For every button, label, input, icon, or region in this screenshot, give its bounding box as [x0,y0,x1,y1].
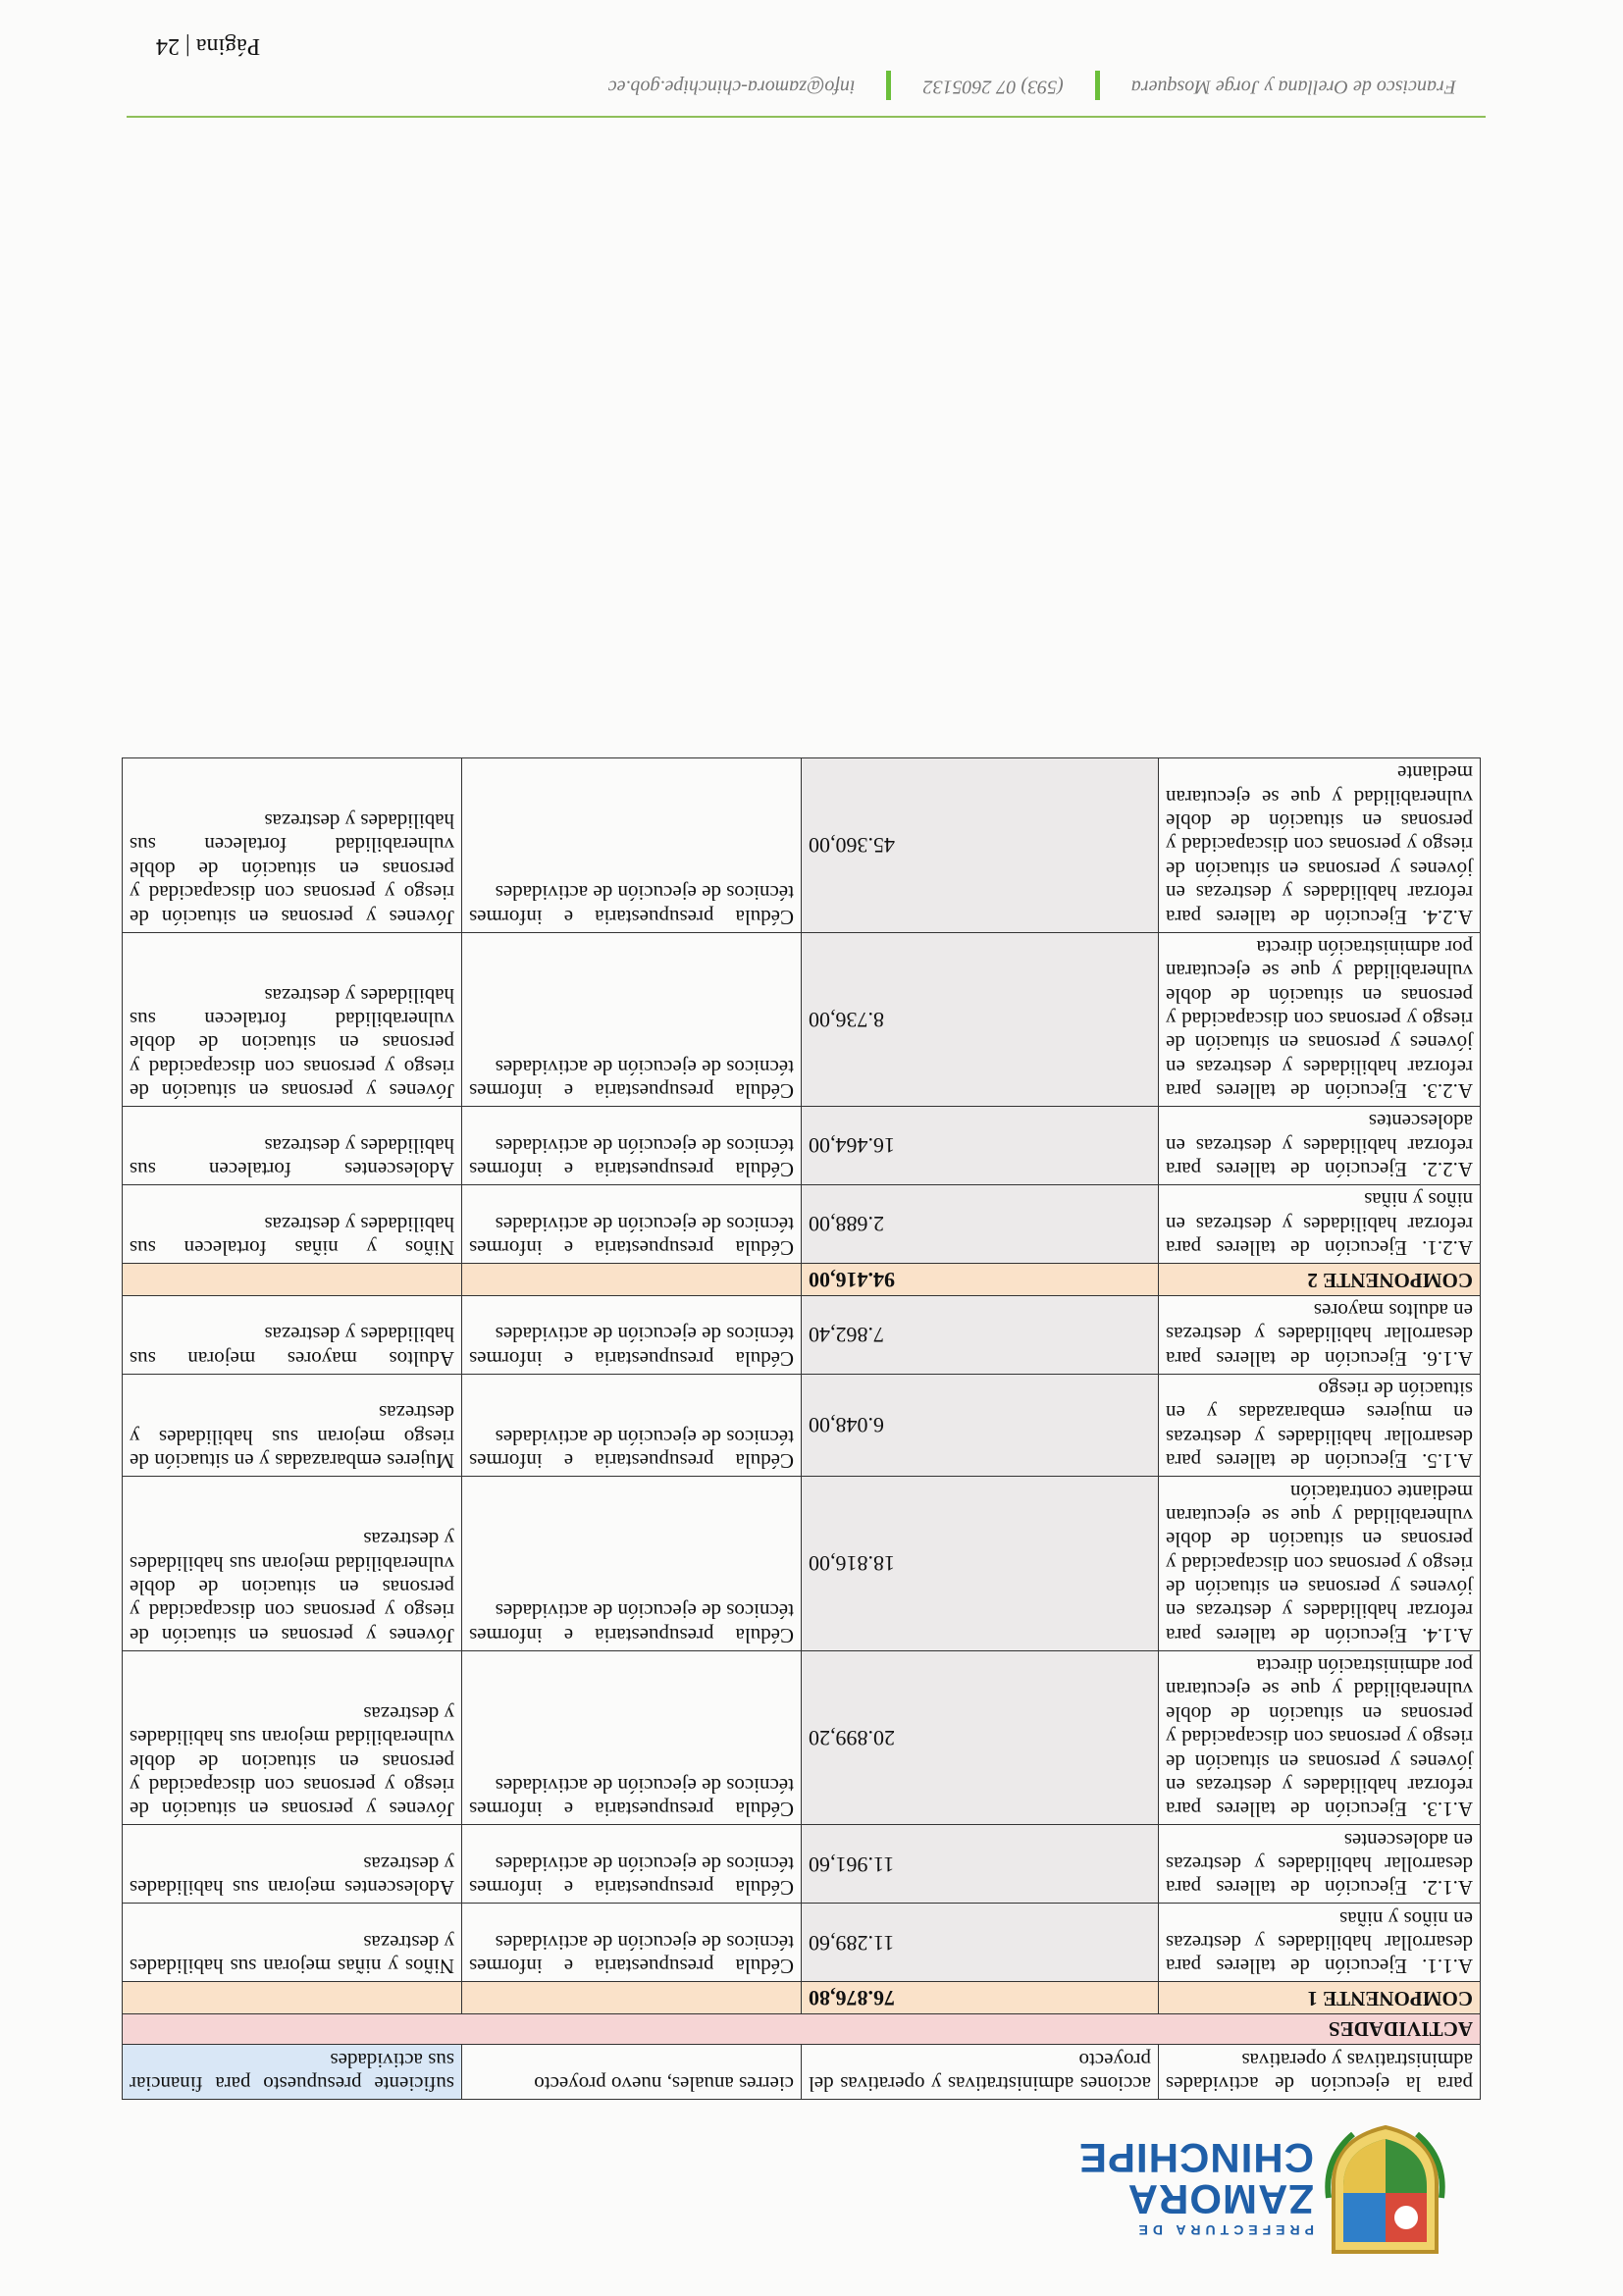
expected-result: Jóvenes y personas en situación de riesgo y personas con discapacidad y personas en situacion de doble vulnerabilidad mejoran sus habilidades y destrezas [123,1477,462,1651]
component-label: COMPONENTE 1 [1159,1982,1481,2014]
footer-phone: (593) 07 2605132 [922,76,1064,98]
activity-row [123,1477,1481,1651]
page-header [171,2119,1446,2257]
activity-budget: 11.289,60 [802,1904,1159,1982]
activity-budget: 8.736,00 [802,932,1159,1107]
component-header-row [123,1264,1481,1296]
component-band-cell [462,1264,802,1296]
expected-result: Adultos mayores mejoran sus habilidades y destrezas [123,1295,462,1374]
component-band-cell [123,1264,462,1296]
footer-rule [127,115,1486,118]
verification-means: Cédula presupuestaria e informes técnicos de ejecución de actividades [462,1185,802,1264]
activity-description: A.2.3. Ejecución de talleres para reforzar habilidades y destrezas en jóvenes y personas en situación de riesgo y personas con discapacidad y personas en situación de doble vulnerabilidad y que se ejecutaran por administración directa [1159,932,1481,1107]
footer-contact [608,71,1456,100]
expected-result: Jóvenes y personas en situación de riesgo y personas con discapacidad y personas en situacion de doble vulnerabilidad fortalecen sus habilidades y destrezas [123,932,462,1107]
activity-row [123,932,1481,1107]
intro-row [123,2045,1481,2100]
activity-description: A.2.4. Ejecución de talleres para reforzar habilidades y destrezas en jóvenes y personas en situación de riesgo y personas con discapacidad y personas en situación de doble vulnerabilidad y que se ejecutaran mediante [1159,758,1481,933]
activity-description: A.2.2. Ejecución de talleres para reforzar habilidades y destrezas en adolescentes [1159,1107,1481,1185]
activity-budget: 20.899,20 [802,1650,1159,1825]
activity-description: A.1.6. Ejecución de talleres para desarrollar habilidades y destrezas en adultos mayores [1159,1295,1481,1374]
activity-description: A.1.4. Ejecución de talleres para reforzar habilidades y destrezas en jóvenes y personas en situación de riesgo y personas con discapacidad y personas en situación de doble vulnerabilidad y que se ejecutaran mediante contratación [1159,1477,1481,1651]
expected-result: Adolescentes mejoran sus habilidades y destrezas [123,1825,462,1904]
verification-means: Cédula presupuestaria e informes técnicos de ejecución de actividades [462,1477,802,1651]
page-number: Página | 24 [156,33,261,59]
activity-budget: 45.360,00 [802,758,1159,933]
verification-means: Cédula presupuestaria e informes técnicos de ejecución de actividades [462,1107,802,1185]
section-label: ACTIVIDADES [123,2013,1481,2044]
verification-means: Cédula presupuestaria e informes técnicos de ejecución de actividades [462,932,802,1107]
verification-means: Cédula presupuestaria e informes técnicos de ejecución de actividades [462,1650,802,1825]
activity-budget: 11.961,60 [802,1825,1159,1904]
verification-means: Cédula presupuestaria e informes técnicos de ejecución de actividades [462,1374,802,1476]
intro-cell-3: cierres anuales, nuevo proyecto [462,2045,802,2100]
expected-result: Niños y niñas fortalecen sus habilidades y destrezas [123,1185,462,1264]
component-total: 76.876,80 [802,1982,1159,2014]
activity-row [123,1295,1481,1374]
component-header-row [123,1982,1481,2014]
component-band-cell [462,1982,802,2014]
footer-separator [1095,71,1100,100]
verification-means: Cédula presupuestaria e informes técnicos de ejecución de actividades [462,1904,802,1982]
activity-description: A.1.2. Ejecución de talleres para desarrollar habilidades y destrezas en adolescentes [1159,1825,1481,1904]
logo-wordmark [1078,2137,1314,2237]
footer-separator [886,71,891,100]
activity-row [123,1825,1481,1904]
expected-result: Jóvenes y personas en situación de riesgo y personas con discapacidad y personas en situacion de doble vulnerabilidad mejoran sus habilidades y destrezas [123,1650,462,1825]
activity-row [123,1374,1481,1476]
expected-result: Niños y niñas mejoran sus habilidades y destrezas [123,1904,462,1982]
activity-description: A.2.1. Ejecución de talleres para reforzar habilidades y destrezas en niños y niñas [1159,1185,1481,1264]
component-band-cell [123,1982,462,2014]
activity-row [123,1650,1481,1825]
expected-result: Mujeres embarazadas y en situación de riesgo mejoran sus habilidades y destrezas [123,1374,462,1476]
intro-cell-2: acciones administrativas y operativas del proyecto [802,2045,1159,2100]
activity-budget: 2.688,00 [802,1185,1159,1264]
page-footer [127,33,1486,118]
intro-cell-4: suficiente presupuesto para financiar sus actividades [123,2045,462,2100]
activity-description: A.1.5. Ejecución de talleres para desarrollar habilidades y destrezas en mujeres embarazadas y en situación de riesgo [1159,1374,1481,1476]
logo-name-line1: ZAMORA [1126,2176,1314,2222]
activity-budget: 7.862,40 [802,1295,1159,1374]
footer-email[interactable]: info@zamora-chinchipe.gob.ec [607,76,856,98]
component-label: COMPONENTE 2 [1159,1264,1481,1296]
activity-row [123,758,1481,933]
activity-description: A.1.3. Ejecución de talleres para reforzar habilidades y destrezas en jóvenes y personas en situación de riesgo y personas con discapacidad y personas en situación de doble vulnerabilidad y que se ejecutaran por administración directa [1159,1650,1481,1825]
activities-budget-table [122,757,1481,2100]
verification-means: Cédula presupuestaria e informes técnicos de ejecución de actividades [462,1295,802,1374]
activity-budget: 18.816,00 [802,1477,1159,1651]
expected-result: Jóvenes y personas en situación de riesgo y personas con discapacidad y personas en situación de doble vulnerabilidad fortalecen sus habilidades y destrezas [123,758,462,933]
activity-row [123,1107,1481,1185]
activity-budget: 16.464,00 [802,1107,1159,1185]
logo-name-line2: CHINCHIPE [1077,2135,1314,2181]
activity-row [123,1185,1481,1264]
prefecture-crest-logo [1324,2124,1446,2257]
verification-means: Cédula presupuestaria e informes técnicos de ejecución de actividades [462,758,802,933]
verification-means: Cédula presupuestaria e informes técnicos de ejecución de actividades [462,1825,802,1904]
logo-subtitle: PREFECTURA DE [1133,2222,1314,2238]
activity-description: A.1.1. Ejecución de talleres para desarrollar habilidades y destrezas en niños y niñas [1159,1904,1481,1982]
footer-address: Francisco de Orellana y Jorge Mosquera [1130,76,1456,98]
component-total: 94.416,00 [802,1264,1159,1296]
activity-row [123,1904,1481,1982]
section-header-row [123,2013,1481,2044]
expected-result: Adolescentes fortalecen sus habilidades y destrezas [123,1107,462,1185]
intro-cell-1: para la ejecución de actividades administrativas y operativas [1159,2045,1481,2100]
components-body [123,758,1481,2014]
activity-budget: 6.048,00 [802,1374,1159,1476]
